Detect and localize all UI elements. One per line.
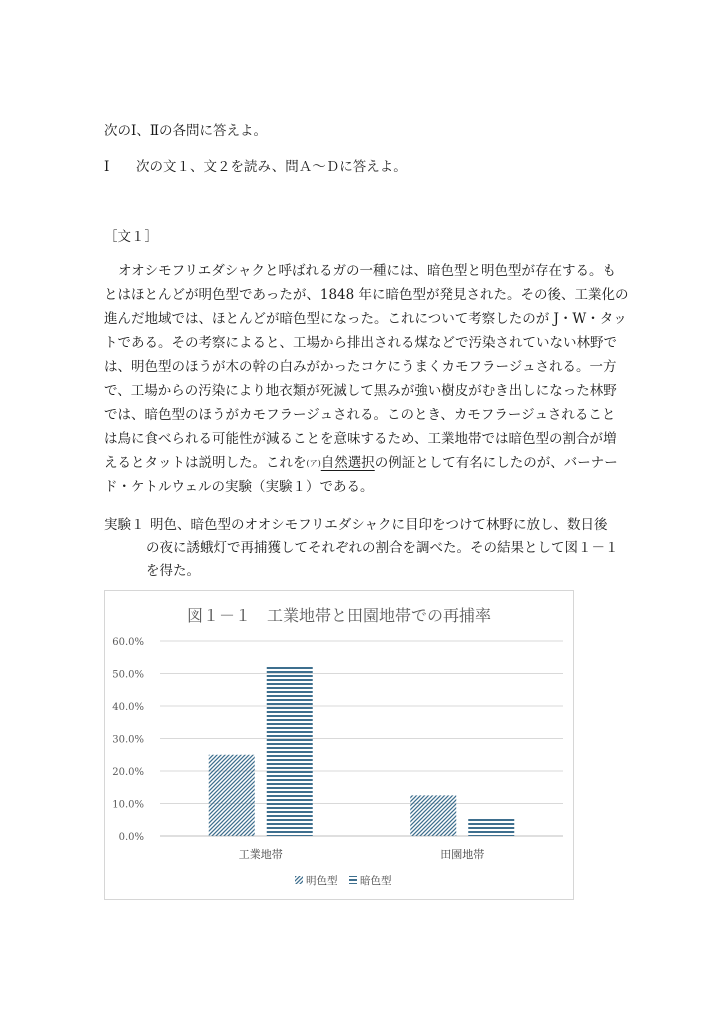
experiment-label: 実験１ <box>104 517 145 533</box>
legend-label: 明色型 <box>306 875 338 887</box>
passage-text: の例証として有名にしたのが、バーナー <box>374 455 618 471</box>
passage-line: 進んだ地域では、ほとんどが暗色型になった。これについて考察したのが J・W・タッ <box>104 311 627 327</box>
passage-line: とはほとんどが明色型であったが、1848 年に暗色型が発見された。その後、工業化の <box>104 287 629 303</box>
legend-label: 暗色型 <box>360 875 392 887</box>
experiment-line: を得た。 <box>146 563 200 579</box>
underlined-term: 自然選択 <box>320 455 375 471</box>
passage-line: ド・ケトルウェルの実験（実験１）である。 <box>104 479 374 495</box>
passage-line <box>104 454 618 473</box>
legend-swatch <box>349 876 357 884</box>
question-number: Ⅰ <box>104 159 110 175</box>
passage-line: は鳥に食べられる可能性が減ることを意味するため、工業地帯では暗色型の割合が増 <box>104 431 617 447</box>
passage-line: オオシモフリエダシャクと呼ばれるガの一種には、暗色型と明色型が存在する。も <box>118 263 617 279</box>
question-header <box>104 158 407 176</box>
y-tick-label: 20.0% <box>112 767 144 778</box>
passage-heading: ［文１］ <box>104 229 158 245</box>
x-tick-label: 工業地帯 <box>238 848 283 861</box>
passage-line: は、明色型のほうが木の幹の白みがかったコケにうまくカモフラージュされる。一方 <box>104 359 617 375</box>
passage-line: で、工場からの汚染により地衣類が死滅して黒みが強い樹皮がむき出しになった林野 <box>104 383 617 399</box>
bar-chart <box>105 591 573 899</box>
bar-明色型 <box>209 755 255 836</box>
bar-明色型 <box>410 795 456 836</box>
y-tick-label: 40.0% <box>112 702 144 713</box>
instruction-line: 次のⅠ、Ⅱの各問に答えよ。 <box>104 123 268 139</box>
bar-暗色型 <box>267 667 313 836</box>
x-tick-label: 田園地帯 <box>440 848 485 861</box>
y-tick-label: 0.0% <box>118 832 144 843</box>
y-tick-label: 50.0% <box>112 669 144 681</box>
y-tick-label: 60.0% <box>112 637 144 648</box>
figure-1-1 <box>104 590 574 900</box>
y-tick-label: 10.0% <box>112 799 144 811</box>
passage-text: えるとタットは説明した。これを <box>104 455 307 471</box>
question-text: 次の文１、文２を読み、問Ａ～Ｄに答えよ。 <box>136 159 407 175</box>
legend-swatch <box>295 876 303 884</box>
chart-title: 図１－１ 工業地帯と田園地帯での再捕率 <box>186 606 492 625</box>
passage-line: では、暗色型のほうがカモフラージュされる。このとき、カモフラージュされること <box>104 407 616 423</box>
experiment-line: 明色、暗色型のオオシモフリエダシャクに目印をつけて林野に放し、数日後 <box>150 517 608 533</box>
annotation-marker: (ア) <box>306 459 321 468</box>
passage-line: トである。その考察によると、工場から排出される煤などで汚染されていない林野で <box>104 335 617 351</box>
experiment-line: の夜に誘蛾灯で再捕獲してそれぞれの割合を調べた。その結果として図１－１ <box>146 540 619 556</box>
y-tick-label: 30.0% <box>112 734 144 746</box>
bar-暗色型 <box>468 818 514 836</box>
